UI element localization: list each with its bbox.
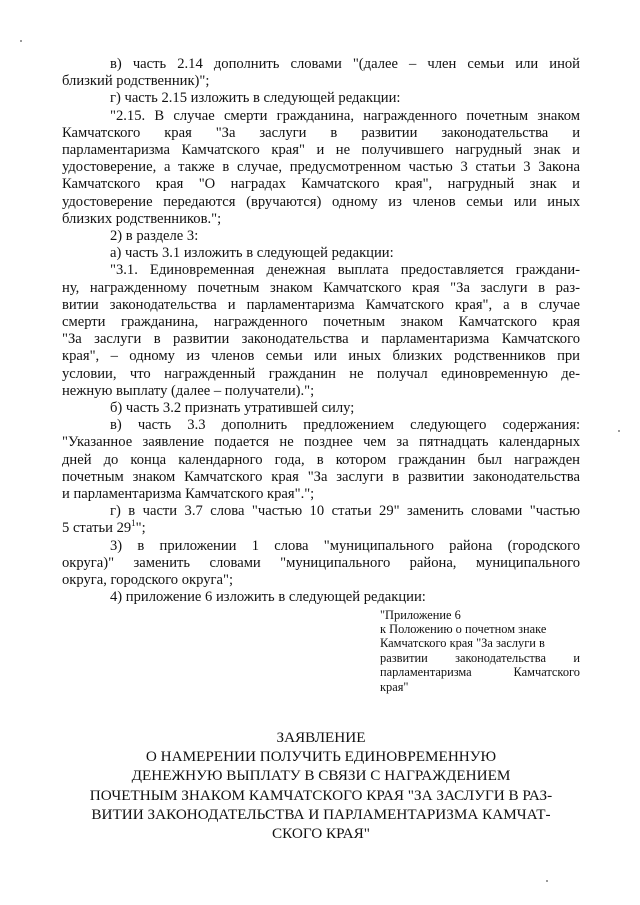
appendix-block [380,608,580,694]
body-line: условии, что награжденный гражданин не получал единовременную де- [62,365,580,382]
appendix-line: края" [380,679,409,694]
body-line: "Указанное заявление подается не позднее чем за пятнадцать календарных [62,434,580,451]
heading-line: ЗАЯВЛЕНИЕ [276,728,366,746]
body-line: округа, городского округа"; [62,572,234,589]
heading-line: ПОЧЕТНЫМ ЗНАКОМ КАМЧАТСКОГО КРАЯ "ЗА ЗАСЛУГИ В РАЗ- [89,786,553,804]
body-line: близкий родственник)"; [62,73,210,90]
body-line: "За заслуги в развитии законодательства и парламентаризма Камчатского [62,331,580,348]
body-line: 3) в приложении 1 слова "муниципального района (городского [110,537,580,554]
body-line: "3.1. Единовременная денежная выплата предоставляется граждани- [110,262,580,279]
body-line: края", – одному из членов семьи или иных близких родственников при [62,348,580,365]
body-line-with-superscript [62,520,580,537]
body-line-part: 5 статьи 29 [62,520,132,537]
statement-heading [62,728,580,843]
body-line: ну, награжденному почетным знаком Камчатского края "За заслуги в раз- [62,279,580,296]
body-line: Камчатского края "За заслуги в развитии законодательства и [62,124,580,141]
scan-speck [546,880,548,882]
body-line-part: "; [135,520,146,537]
appendix-line: "Приложение 6 [380,607,461,622]
body-line: в) часть 3.3 дополнить предложением следующего содержания: [110,417,580,434]
superscript: 1 [131,518,136,529]
body-line: удостоверение, а также в случае, предусмотренном частью 3 статьи 3 Закона [62,159,580,176]
body-line: 2) в разделе 3: [110,228,199,245]
body-line: округа)" заменить словами "муниципального района, муниципального [62,554,580,571]
body-line: парламентаризма Камчатского края" и не получившего нагрудный знак и [62,142,580,159]
scan-speck [618,430,620,432]
body-line: г) часть 2.15 изложить в следующей редакции: [110,90,401,107]
body-line: нежную выплату (далее – получатели)."; [62,382,315,399]
appendix-line: к Положению о почетном знаке [380,621,547,636]
heading-line: ВИТИИ ЗАКОНОДАТЕЛЬСТВА И ПАРЛАМЕНТАРИЗМА КАМЧАТ- [91,805,551,823]
body-line: Камчатского края "О наградах Камчатского края", нагрудный знак и [62,176,580,193]
body-line: в) часть 2.14 дополнить словами "(далее – член семьи или иной [110,56,580,72]
body-line: близких родственников."; [62,210,222,227]
body-line: а) часть 3.1 изложить в следующей редакции: [110,245,394,262]
heading-line: О НАМЕРЕНИИ ПОЛУЧИТЬ ЕДИНОВРЕМЕННУЮ [145,748,497,766]
body-line: удостоверение передаются (вручаются) одному из членов семьи или иных [62,193,580,210]
heading-line: ДЕНЕЖНУЮ ВЫПЛАТУ В СВЯЗИ С НАГРАЖДЕНИЕМ [131,767,511,785]
appendix-line: развитии законодательства и [380,650,580,665]
body-line: 4) приложение 6 изложить в следующей редакции: [110,589,426,606]
body-line: г) в части 3.7 слова "частью 10 статьи 29" заменить словами "частью [110,503,580,520]
scan-speck [20,40,22,42]
body-line: и парламентаризма Камчатского края"."; [62,486,315,503]
body-line: витии законодательства и парламентаризма Камчатского края", а в случае [62,296,580,313]
body-line: почетным знаком Камчатского края "За заслуги в развитии законодательства [62,468,580,485]
heading-line: СКОГО КРАЯ" [272,824,370,842]
body-line: "2.15. В случае смерти гражданина, награжденного почетным знаком [110,107,580,124]
body-line: смерти гражданина, награжденного почетным знаком Камчатского края [62,314,580,331]
appendix-line: Камчатского края "За заслуги в [380,636,545,651]
appendix-line: парламентаризма Камчатского [380,665,580,680]
body-line: дней до конца календарного года, в котором гражданин был награжден [62,451,580,468]
body-line: б) часть 3.2 признать утратившей силу; [110,400,355,417]
